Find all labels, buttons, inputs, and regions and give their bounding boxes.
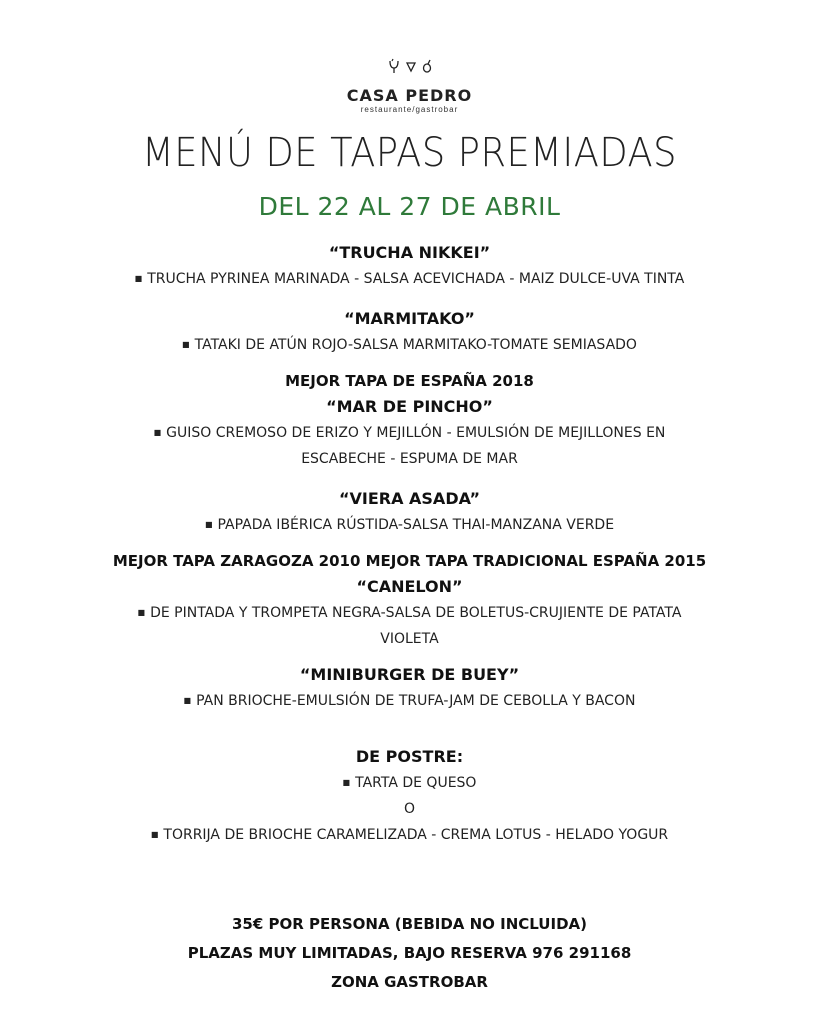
dish-description-cont: VIOLETA <box>380 631 439 647</box>
logo <box>0 58 819 114</box>
glass-icon <box>405 58 417 76</box>
dish-item <box>0 486 819 538</box>
dessert-option: ■ TARTA DE QUESO <box>0 770 819 796</box>
dish-item <box>0 368 819 472</box>
page-title: MENÚ DE TAPAS PREMIADAS <box>142 130 677 176</box>
reservation-text: PLAZAS MUY LIMITADAS, BAJO RESERVA 976 291168 <box>187 944 632 962</box>
dish-name: “MINIBURGER DE BUEY” <box>299 665 520 684</box>
dish-description-cont: ESCABECHE - ESPUMA DE MAR <box>301 451 518 467</box>
footer-info <box>0 910 819 997</box>
dish-name: “CANELON” <box>356 577 463 596</box>
bullet-icon: ■ <box>182 340 190 349</box>
price-text: 35€ POR PERSONA (BEBIDA NO INCLUIDA) <box>232 915 587 933</box>
dish-item <box>0 240 819 292</box>
bullet-icon: ■ <box>183 696 192 705</box>
bullet-icon: ■ <box>137 608 146 617</box>
dessert-or: O <box>403 801 416 817</box>
dish-description: ■ TATAKI DE ATÚN ROJO-SALSA MARMITAKO-TOMATE SEMIASADO <box>0 332 819 358</box>
logo-name: CASA PEDRO <box>346 86 473 105</box>
dish-description: ■ PAN BRIOCHE-EMULSIÓN DE TRUFA-JAM DE CEBOLLA Y BACON <box>0 688 819 714</box>
logo-icons <box>0 58 819 78</box>
logo-subtitle: restaurante/gastrobar <box>360 105 459 114</box>
dessert-option: ■ TORRIJA DE BRIOCHE CARAMELIZADA - CREMA LOTUS - HELADO YOGUR <box>0 822 819 848</box>
bullet-icon: ■ <box>204 520 213 529</box>
dish-item <box>0 662 819 714</box>
dish-item <box>0 548 819 652</box>
menu-dates: DEL 22 AL 27 DE ABRIL <box>258 192 561 221</box>
dish-name: “MARMITAKO” <box>344 309 475 328</box>
bullet-icon: ■ <box>153 428 162 437</box>
dish-description: ■ TRUCHA PYRINEA MARINADA - SALSA ACEVICHADA - MAIZ DULCE-UVA TINTA <box>0 266 819 292</box>
bullet-icon: ■ <box>342 778 351 787</box>
dish-name: “MAR DE PINCHO” <box>326 397 493 416</box>
dessert-heading: DE POSTRE: <box>355 747 464 766</box>
dessert-section <box>0 744 819 848</box>
dish-name: “VIERA ASADA” <box>338 489 481 508</box>
menu-content <box>0 240 819 848</box>
dish-description: ■ DE PINTADA Y TROMPETA NEGRA-SALSA DE BOLETUS-CRUJIENTE DE PATATA <box>0 600 819 626</box>
dish-description: ■ GUISO CREMOSO DE ERIZO Y MEJILLÓN - EMULSIÓN DE MEJILLONES EN <box>0 420 819 446</box>
wine-glass-icon <box>387 58 401 76</box>
bullet-icon: ■ <box>150 830 159 839</box>
bullet-icon: ■ <box>134 274 143 283</box>
zone-text: ZONA GASTROBAR <box>331 973 488 991</box>
dish-description: ■ PAPADA IBÉRICA RÚSTIDA-SALSA THAI-MANZANA VERDE <box>0 512 819 538</box>
dish-name: “TRUCHA NIKKEI” <box>328 243 491 262</box>
dish-item <box>0 306 819 358</box>
dish-award: MEJOR TAPA DE ESPAÑA 2018 <box>285 372 534 390</box>
bottle-icon <box>421 58 433 76</box>
dish-award: MEJOR TAPA ZARAGOZA 2010 MEJOR TAPA TRADICIONAL ESPAÑA 2015 <box>112 552 707 570</box>
